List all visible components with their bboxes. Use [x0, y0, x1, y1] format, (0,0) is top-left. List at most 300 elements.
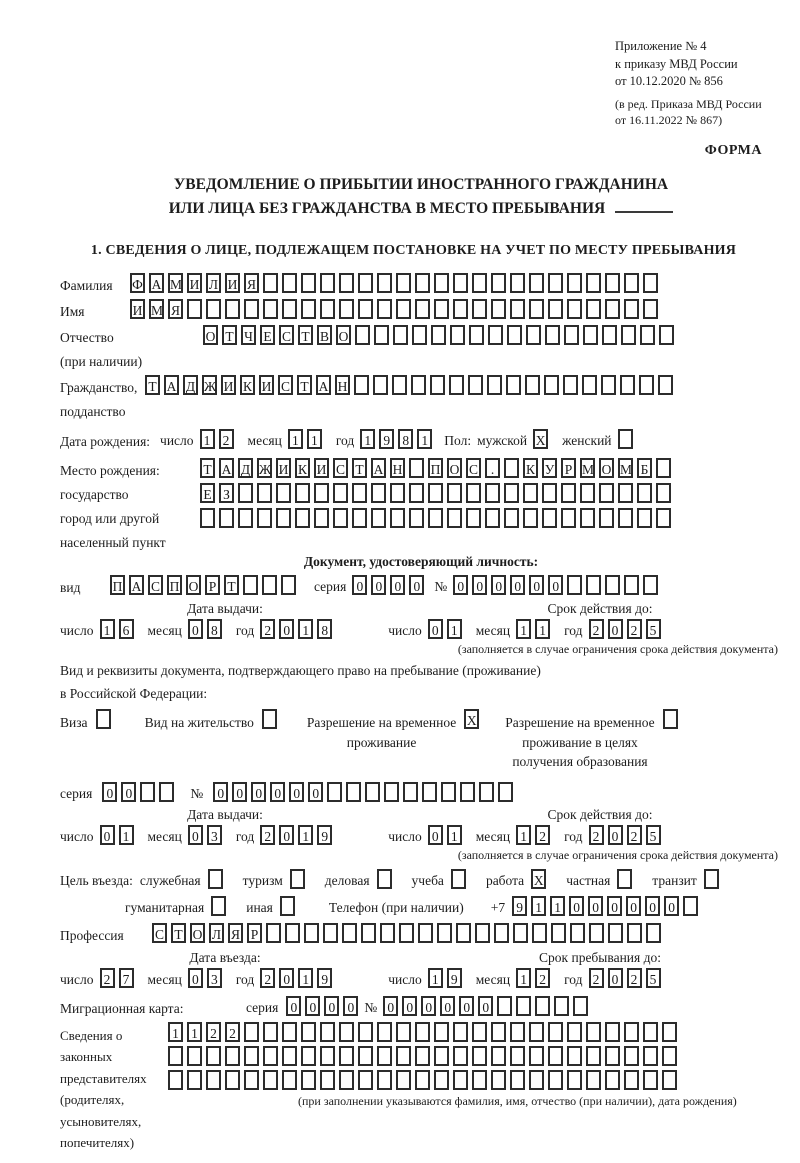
- form-cell[interactable]: С: [278, 375, 293, 395]
- form-cell[interactable]: [437, 923, 452, 943]
- form-cell[interactable]: [187, 1070, 202, 1090]
- form-cell[interactable]: [339, 1022, 354, 1042]
- form-cell[interactable]: [449, 375, 464, 395]
- form-cell[interactable]: Т: [297, 375, 312, 395]
- form-cell[interactable]: [339, 1046, 354, 1066]
- form-cell[interactable]: [282, 1046, 297, 1066]
- form-cell[interactable]: [491, 299, 506, 319]
- form-cell[interactable]: [263, 1046, 278, 1066]
- form-cell[interactable]: [658, 375, 673, 395]
- form-cell[interactable]: С: [148, 575, 163, 595]
- form-cell[interactable]: .: [485, 458, 500, 478]
- form-cell[interactable]: [301, 299, 316, 319]
- form-cell[interactable]: [563, 375, 578, 395]
- form-cell[interactable]: [225, 299, 240, 319]
- form-cell[interactable]: [570, 923, 585, 943]
- form-cell[interactable]: [399, 923, 414, 943]
- form-cell[interactable]: [412, 325, 427, 345]
- form-cell[interactable]: С: [279, 325, 294, 345]
- form-cell[interactable]: [516, 996, 531, 1016]
- form-cell[interactable]: [187, 299, 202, 319]
- form-cell[interactable]: 1: [200, 429, 215, 449]
- form-cell[interactable]: О: [447, 458, 462, 478]
- form-cell[interactable]: [504, 458, 519, 478]
- form-cell[interactable]: Б: [637, 458, 652, 478]
- form-cell[interactable]: [282, 299, 297, 319]
- form-cell[interactable]: [358, 299, 373, 319]
- form-cell[interactable]: [257, 483, 272, 503]
- form-cell[interactable]: [586, 273, 601, 293]
- form-cell[interactable]: [510, 299, 525, 319]
- form-cell[interactable]: [453, 273, 468, 293]
- form-cell[interactable]: [639, 375, 654, 395]
- form-cell[interactable]: [525, 375, 540, 395]
- form-cell[interactable]: [396, 1070, 411, 1090]
- form-cell[interactable]: [451, 869, 466, 889]
- form-cell[interactable]: [415, 1046, 430, 1066]
- form-cell[interactable]: 0: [588, 896, 603, 916]
- form-cell[interactable]: [430, 375, 445, 395]
- form-cell[interactable]: А: [129, 575, 144, 595]
- form-cell[interactable]: [352, 508, 367, 528]
- form-cell[interactable]: [487, 375, 502, 395]
- form-cell[interactable]: И: [130, 299, 145, 319]
- form-cell[interactable]: [624, 299, 639, 319]
- form-cell[interactable]: X: [531, 869, 546, 889]
- form-cell[interactable]: [586, 1046, 601, 1066]
- form-cell[interactable]: Я: [228, 923, 243, 943]
- form-cell[interactable]: [390, 483, 405, 503]
- form-cell[interactable]: 0: [343, 996, 358, 1016]
- form-cell[interactable]: А: [149, 273, 164, 293]
- form-cell[interactable]: [301, 1022, 316, 1042]
- form-cell[interactable]: [460, 782, 475, 802]
- form-cell[interactable]: [663, 709, 678, 729]
- form-cell[interactable]: [371, 508, 386, 528]
- form-cell[interactable]: [333, 483, 348, 503]
- form-cell[interactable]: [396, 1022, 411, 1042]
- form-cell[interactable]: [618, 429, 633, 449]
- form-cell[interactable]: [535, 996, 550, 1016]
- form-cell[interactable]: 0: [324, 996, 339, 1016]
- form-cell[interactable]: [586, 1022, 601, 1042]
- form-cell[interactable]: 8: [317, 619, 332, 639]
- form-cell[interactable]: 0: [270, 782, 285, 802]
- form-cell[interactable]: [529, 1046, 544, 1066]
- form-cell[interactable]: [491, 1022, 506, 1042]
- form-cell[interactable]: [373, 375, 388, 395]
- form-cell[interactable]: [206, 299, 221, 319]
- form-cell[interactable]: 1: [298, 825, 313, 845]
- form-cell[interactable]: [567, 575, 582, 595]
- form-cell[interactable]: 2: [535, 968, 550, 988]
- form-cell[interactable]: [510, 1022, 525, 1042]
- form-cell[interactable]: [323, 923, 338, 943]
- form-cell[interactable]: [599, 483, 614, 503]
- form-cell[interactable]: [390, 508, 405, 528]
- form-cell[interactable]: [529, 1070, 544, 1090]
- form-cell[interactable]: Е: [200, 483, 215, 503]
- form-cell[interactable]: [453, 299, 468, 319]
- form-cell[interactable]: Т: [352, 458, 367, 478]
- form-cell[interactable]: [159, 782, 174, 802]
- form-cell[interactable]: 2: [100, 968, 115, 988]
- form-cell[interactable]: 5: [646, 968, 661, 988]
- form-cell[interactable]: [643, 1046, 658, 1066]
- form-cell[interactable]: [342, 923, 357, 943]
- form-cell[interactable]: 1: [168, 1022, 183, 1042]
- form-cell[interactable]: 1: [298, 619, 313, 639]
- form-cell[interactable]: Ф: [130, 273, 145, 293]
- form-cell[interactable]: [219, 508, 234, 528]
- form-cell[interactable]: [447, 508, 462, 528]
- form-cell[interactable]: [589, 923, 604, 943]
- form-cell[interactable]: [238, 508, 253, 528]
- form-cell[interactable]: [434, 1022, 449, 1042]
- form-cell[interactable]: [396, 1046, 411, 1066]
- form-cell[interactable]: 5: [646, 619, 661, 639]
- form-cell[interactable]: [567, 299, 582, 319]
- form-cell[interactable]: 9: [317, 825, 332, 845]
- form-cell[interactable]: И: [221, 375, 236, 395]
- form-cell[interactable]: К: [523, 458, 538, 478]
- form-cell[interactable]: [377, 869, 392, 889]
- form-cell[interactable]: 2: [589, 968, 604, 988]
- form-cell[interactable]: М: [168, 273, 183, 293]
- form-cell[interactable]: [301, 1070, 316, 1090]
- form-cell[interactable]: Ж: [202, 375, 217, 395]
- form-cell[interactable]: 0: [289, 782, 304, 802]
- form-cell[interactable]: [280, 896, 295, 916]
- form-cell[interactable]: [643, 273, 658, 293]
- form-cell[interactable]: [491, 1046, 506, 1066]
- form-cell[interactable]: [276, 508, 291, 528]
- form-cell[interactable]: [561, 483, 576, 503]
- form-cell[interactable]: [304, 923, 319, 943]
- form-cell[interactable]: [472, 273, 487, 293]
- form-cell[interactable]: 0: [251, 782, 266, 802]
- form-cell[interactable]: [244, 299, 259, 319]
- form-cell[interactable]: 0: [569, 896, 584, 916]
- form-cell[interactable]: [548, 299, 563, 319]
- form-cell[interactable]: 7: [119, 968, 134, 988]
- form-cell[interactable]: [551, 923, 566, 943]
- form-cell[interactable]: [244, 1070, 259, 1090]
- form-cell[interactable]: [346, 782, 361, 802]
- form-cell[interactable]: [637, 508, 652, 528]
- form-cell[interactable]: 9: [447, 968, 462, 988]
- form-cell[interactable]: 0: [402, 996, 417, 1016]
- form-cell[interactable]: Я: [244, 273, 259, 293]
- form-cell[interactable]: [434, 1070, 449, 1090]
- form-cell[interactable]: М: [618, 458, 633, 478]
- form-cell[interactable]: [618, 508, 633, 528]
- form-cell[interactable]: 0: [371, 575, 386, 595]
- form-cell[interactable]: 2: [260, 619, 275, 639]
- form-cell[interactable]: П: [167, 575, 182, 595]
- form-cell[interactable]: [510, 1046, 525, 1066]
- form-cell[interactable]: Л: [209, 923, 224, 943]
- form-cell[interactable]: [599, 508, 614, 528]
- form-cell[interactable]: О: [336, 325, 351, 345]
- form-cell[interactable]: [704, 869, 719, 889]
- form-cell[interactable]: [637, 483, 652, 503]
- form-cell[interactable]: [314, 483, 329, 503]
- form-cell[interactable]: 1: [417, 429, 432, 449]
- form-cell[interactable]: [415, 273, 430, 293]
- form-cell[interactable]: 0: [428, 619, 443, 639]
- form-cell[interactable]: [244, 1022, 259, 1042]
- form-cell[interactable]: X: [464, 709, 479, 729]
- form-cell[interactable]: [506, 375, 521, 395]
- form-cell[interactable]: [602, 325, 617, 345]
- form-cell[interactable]: 0: [279, 968, 294, 988]
- form-cell[interactable]: [187, 1046, 202, 1066]
- form-cell[interactable]: [358, 273, 373, 293]
- form-cell[interactable]: [472, 1022, 487, 1042]
- form-cell[interactable]: [358, 1070, 373, 1090]
- form-cell[interactable]: [295, 508, 310, 528]
- form-cell[interactable]: 6: [119, 619, 134, 639]
- form-cell[interactable]: 0: [188, 968, 203, 988]
- form-cell[interactable]: [643, 299, 658, 319]
- form-cell[interactable]: [656, 508, 671, 528]
- form-cell[interactable]: [656, 483, 671, 503]
- form-cell[interactable]: [418, 923, 433, 943]
- form-cell[interactable]: [510, 273, 525, 293]
- form-cell[interactable]: [415, 1070, 430, 1090]
- form-cell[interactable]: [354, 375, 369, 395]
- form-cell[interactable]: [643, 1022, 658, 1042]
- form-cell[interactable]: [468, 375, 483, 395]
- form-cell[interactable]: 0: [100, 825, 115, 845]
- form-cell[interactable]: С: [466, 458, 481, 478]
- form-cell[interactable]: [624, 273, 639, 293]
- form-cell[interactable]: [263, 1022, 278, 1042]
- form-cell[interactable]: Д: [238, 458, 253, 478]
- form-cell[interactable]: [282, 1070, 297, 1090]
- form-cell[interactable]: [377, 299, 392, 319]
- form-cell[interactable]: Т: [224, 575, 239, 595]
- form-cell[interactable]: [434, 273, 449, 293]
- form-cell[interactable]: [624, 575, 639, 595]
- form-cell[interactable]: 0: [472, 575, 487, 595]
- form-cell[interactable]: [377, 1070, 392, 1090]
- form-cell[interactable]: 0: [279, 825, 294, 845]
- form-cell[interactable]: [491, 273, 506, 293]
- form-cell[interactable]: [627, 923, 642, 943]
- form-cell[interactable]: Н: [335, 375, 350, 395]
- form-cell[interactable]: [567, 273, 582, 293]
- form-cell[interactable]: П: [110, 575, 125, 595]
- form-cell[interactable]: [441, 782, 456, 802]
- form-cell[interactable]: [257, 508, 272, 528]
- form-cell[interactable]: [371, 483, 386, 503]
- form-cell[interactable]: Ч: [241, 325, 256, 345]
- form-cell[interactable]: 2: [225, 1022, 240, 1042]
- form-cell[interactable]: Н: [390, 458, 405, 478]
- form-cell[interactable]: [624, 1070, 639, 1090]
- form-cell[interactable]: [282, 1022, 297, 1042]
- form-cell[interactable]: [567, 1070, 582, 1090]
- form-cell[interactable]: [314, 508, 329, 528]
- form-cell[interactable]: [472, 1046, 487, 1066]
- form-cell[interactable]: 0: [608, 619, 623, 639]
- form-cell[interactable]: 2: [206, 1022, 221, 1042]
- form-cell[interactable]: 0: [664, 896, 679, 916]
- form-cell[interactable]: 0: [548, 575, 563, 595]
- form-cell[interactable]: Р: [247, 923, 262, 943]
- form-cell[interactable]: [621, 325, 636, 345]
- form-cell[interactable]: 9: [512, 896, 527, 916]
- form-cell[interactable]: 2: [627, 619, 642, 639]
- form-cell[interactable]: [320, 1070, 335, 1090]
- form-cell[interactable]: [453, 1070, 468, 1090]
- form-cell[interactable]: 0: [305, 996, 320, 1016]
- form-cell[interactable]: [466, 483, 481, 503]
- form-cell[interactable]: [469, 325, 484, 345]
- form-cell[interactable]: [358, 1046, 373, 1066]
- form-cell[interactable]: [624, 1022, 639, 1042]
- form-cell[interactable]: [415, 299, 430, 319]
- form-cell[interactable]: [320, 299, 335, 319]
- form-cell[interactable]: [567, 1046, 582, 1066]
- form-cell[interactable]: И: [225, 273, 240, 293]
- form-cell[interactable]: [301, 273, 316, 293]
- form-cell[interactable]: [200, 508, 215, 528]
- form-cell[interactable]: [208, 869, 223, 889]
- form-cell[interactable]: 1: [360, 429, 375, 449]
- form-cell[interactable]: [339, 273, 354, 293]
- form-cell[interactable]: 0: [510, 575, 525, 595]
- form-cell[interactable]: Р: [561, 458, 576, 478]
- form-cell[interactable]: [168, 1046, 183, 1066]
- form-cell[interactable]: [327, 782, 342, 802]
- form-cell[interactable]: [573, 996, 588, 1016]
- form-cell[interactable]: Т: [298, 325, 313, 345]
- form-cell[interactable]: 0: [213, 782, 228, 802]
- form-cell[interactable]: [605, 299, 620, 319]
- form-cell[interactable]: И: [187, 273, 202, 293]
- form-cell[interactable]: X: [533, 429, 548, 449]
- form-cell[interactable]: И: [276, 458, 291, 478]
- form-cell[interactable]: [485, 508, 500, 528]
- form-cell[interactable]: С: [152, 923, 167, 943]
- form-cell[interactable]: 3: [207, 968, 222, 988]
- form-cell[interactable]: 0: [390, 575, 405, 595]
- form-cell[interactable]: [643, 575, 658, 595]
- form-cell[interactable]: [238, 483, 253, 503]
- form-cell[interactable]: И: [259, 375, 274, 395]
- form-cell[interactable]: [683, 896, 698, 916]
- form-cell[interactable]: [403, 782, 418, 802]
- form-cell[interactable]: [544, 375, 559, 395]
- form-cell[interactable]: 9: [317, 968, 332, 988]
- form-cell[interactable]: [662, 1070, 677, 1090]
- form-cell[interactable]: [396, 273, 411, 293]
- form-cell[interactable]: 0: [286, 996, 301, 1016]
- form-cell[interactable]: 1: [516, 825, 531, 845]
- form-cell[interactable]: 0: [607, 896, 622, 916]
- form-cell[interactable]: 1: [119, 825, 134, 845]
- form-cell[interactable]: 1: [531, 896, 546, 916]
- form-cell[interactable]: 0: [409, 575, 424, 595]
- form-cell[interactable]: 0: [478, 996, 493, 1016]
- form-cell[interactable]: 0: [626, 896, 641, 916]
- form-cell[interactable]: [301, 1046, 316, 1066]
- form-cell[interactable]: Р: [205, 575, 220, 595]
- form-cell[interactable]: [608, 923, 623, 943]
- form-cell[interactable]: [263, 273, 278, 293]
- form-cell[interactable]: М: [149, 299, 164, 319]
- form-cell[interactable]: Т: [145, 375, 160, 395]
- form-cell[interactable]: [339, 1070, 354, 1090]
- form-cell[interactable]: [586, 1070, 601, 1090]
- form-cell[interactable]: [662, 1046, 677, 1066]
- form-cell[interactable]: [605, 575, 620, 595]
- form-cell[interactable]: [605, 1022, 620, 1042]
- form-cell[interactable]: [447, 483, 462, 503]
- form-cell[interactable]: 0: [188, 825, 203, 845]
- form-cell[interactable]: [428, 483, 443, 503]
- form-cell[interactable]: 0: [421, 996, 436, 1016]
- form-cell[interactable]: [580, 483, 595, 503]
- form-cell[interactable]: [529, 1022, 544, 1042]
- form-cell[interactable]: [243, 575, 258, 595]
- form-cell[interactable]: [507, 325, 522, 345]
- form-cell[interactable]: [526, 325, 541, 345]
- form-cell[interactable]: [548, 273, 563, 293]
- form-cell[interactable]: 3: [207, 825, 222, 845]
- form-cell[interactable]: [225, 1046, 240, 1066]
- form-cell[interactable]: 0: [459, 996, 474, 1016]
- form-cell[interactable]: Я: [168, 299, 183, 319]
- form-cell[interactable]: [320, 1022, 335, 1042]
- form-cell[interactable]: [561, 508, 576, 528]
- form-cell[interactable]: [659, 325, 674, 345]
- form-cell[interactable]: 0: [645, 896, 660, 916]
- form-cell[interactable]: [605, 273, 620, 293]
- form-cell[interactable]: [352, 483, 367, 503]
- form-cell[interactable]: [262, 575, 277, 595]
- form-cell[interactable]: [583, 325, 598, 345]
- form-cell[interactable]: [168, 1070, 183, 1090]
- form-cell[interactable]: О: [203, 325, 218, 345]
- form-cell[interactable]: [409, 483, 424, 503]
- form-cell[interactable]: [377, 273, 392, 293]
- form-cell[interactable]: [582, 375, 597, 395]
- form-cell[interactable]: 0: [428, 825, 443, 845]
- form-cell[interactable]: [498, 782, 513, 802]
- form-cell[interactable]: [377, 1046, 392, 1066]
- form-cell[interactable]: [548, 1046, 563, 1066]
- form-cell[interactable]: Е: [260, 325, 275, 345]
- form-cell[interactable]: [542, 508, 557, 528]
- form-cell[interactable]: 1: [516, 619, 531, 639]
- form-cell[interactable]: Т: [222, 325, 237, 345]
- form-cell[interactable]: [662, 1022, 677, 1042]
- form-cell[interactable]: 0: [440, 996, 455, 1016]
- form-cell[interactable]: [396, 299, 411, 319]
- form-cell[interactable]: [504, 508, 519, 528]
- form-cell[interactable]: 0: [102, 782, 117, 802]
- form-cell[interactable]: 0: [121, 782, 136, 802]
- form-cell[interactable]: 2: [627, 968, 642, 988]
- form-cell[interactable]: 0: [279, 619, 294, 639]
- form-cell[interactable]: [415, 1022, 430, 1042]
- form-cell[interactable]: 0: [232, 782, 247, 802]
- form-cell[interactable]: [643, 1070, 658, 1090]
